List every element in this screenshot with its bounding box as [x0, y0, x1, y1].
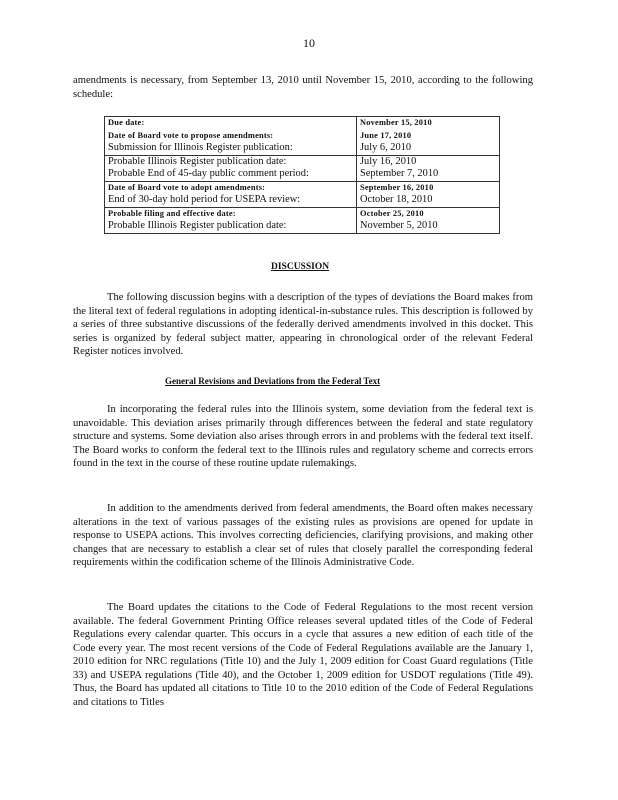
- schedule-date: July 16, 2010: [360, 155, 417, 167]
- schedule-table: [104, 116, 500, 234]
- schedule-date: July 6, 2010: [360, 142, 412, 153]
- schedule-event: Date of Board vote to adopt amendments:: [108, 182, 266, 192]
- schedule-event: Submission for Illinois Register publication:: [108, 142, 293, 153]
- schedule-date: October 18, 2010: [360, 194, 433, 205]
- schedule-date-cell: [357, 181, 500, 207]
- schedule-event-cell: [105, 117, 357, 156]
- schedule-date: October 25, 2010: [360, 208, 424, 218]
- schedule-date-cell: [357, 207, 500, 233]
- general-revisions-heading: General Revisions and Deviations from the Federal Text: [165, 376, 381, 386]
- schedule-date: September 16, 2010: [360, 182, 434, 192]
- schedule-row: [105, 117, 500, 156]
- discussion-heading: DISCUSSION: [271, 262, 330, 272]
- schedule-row: [105, 181, 500, 207]
- body-paragraph-2: In addition to the amendments derived from federal amendments, the Board often makes necessary alterations in the text of various passages of the existing rules as provisions are opened for update in response to USEPA actions. This involves correcting deficiencies, clarifying provisions, and making other changes that are necessary to establish a clear set of rules that closely parallel the corresponding federal requirements within the codification scheme of the Illinois Administrative Code.: [73, 503, 533, 568]
- schedule-event: Probable Illinois Register publication date:: [108, 155, 287, 167]
- schedule-date: November 5, 2010: [360, 220, 438, 231]
- schedule-event-cell: [105, 155, 357, 181]
- intro-paragraph: amendments is necessary, from September 13, 2010 until November 15, 2010, according to the following schedule:: [73, 75, 533, 100]
- schedule-event: End of 30-day hold period for USEPA review:: [108, 194, 301, 205]
- schedule-event: Due date:: [108, 118, 145, 127]
- body-paragraph-3: The Board updates the citations to the Code of Federal Regulations to the most recent version available. The federal Government Printing Office releases several updated titles of the Code of Federal Regulations every calendar quarter. This occurs in a cycle that assures a new edition of each title of the Code every year. The most recent versions of the Code of Federal Regulations available are the January 1, 2010 edition for NRC regulations (Title 10) and the July 1, 2009 edition for Coast Guard regulations (Title 33) and USEPA regulations (Title 40), and the October 1, 2009 edition for USDOT regulations (Title 49). Thus, the Board has updated all citations to Title 10 to the 2010 edition of the Code of Federal Regulations and citations to Titles: [73, 602, 533, 708]
- schedule-event: Date of Board vote to propose amendments:: [108, 130, 274, 140]
- schedule-date: November 15, 2010: [360, 118, 432, 127]
- schedule-date: June 17, 2010: [360, 130, 412, 140]
- schedule-event-cell: [105, 181, 357, 207]
- schedule-event: Probable Illinois Register publication date:: [108, 220, 287, 231]
- schedule-event: Probable End of 45-day public comment period:: [108, 168, 309, 179]
- schedule-event-cell: [105, 207, 357, 233]
- body-paragraph-1: In incorporating the federal rules into the Illinois system, some deviation from the federal text is unavoidable. This deviation arises primarily through differences between the federal and state regulatory structure and systems. Some deviation also arises through errors in and problems with the federal text itself. The Board works to conform the federal text to the Illinois rules and regulatory scheme and corrects errors found in the text in the course of these routine update rulemakings.: [73, 404, 533, 469]
- schedule-date: September 7, 2010: [360, 168, 439, 179]
- schedule-event: Probable filing and effective date:: [108, 208, 236, 218]
- schedule-row: [105, 207, 500, 233]
- schedule-row: [105, 155, 500, 181]
- schedule-date-cell: [357, 117, 500, 156]
- schedule-date-cell: [357, 155, 500, 181]
- page-number: 10: [303, 36, 315, 50]
- discussion-paragraph: The following discussion begins with a description of the types of deviations the Board makes from the literal text of federal regulations in adopting identical-in-substance rules. This description is followed by a series of three substantive discussions of the federally derived amendments involved in this docket. This series is organized by federal subject matter, appearing in chronological order of the relevant Federal Register notices involved.: [73, 292, 533, 357]
